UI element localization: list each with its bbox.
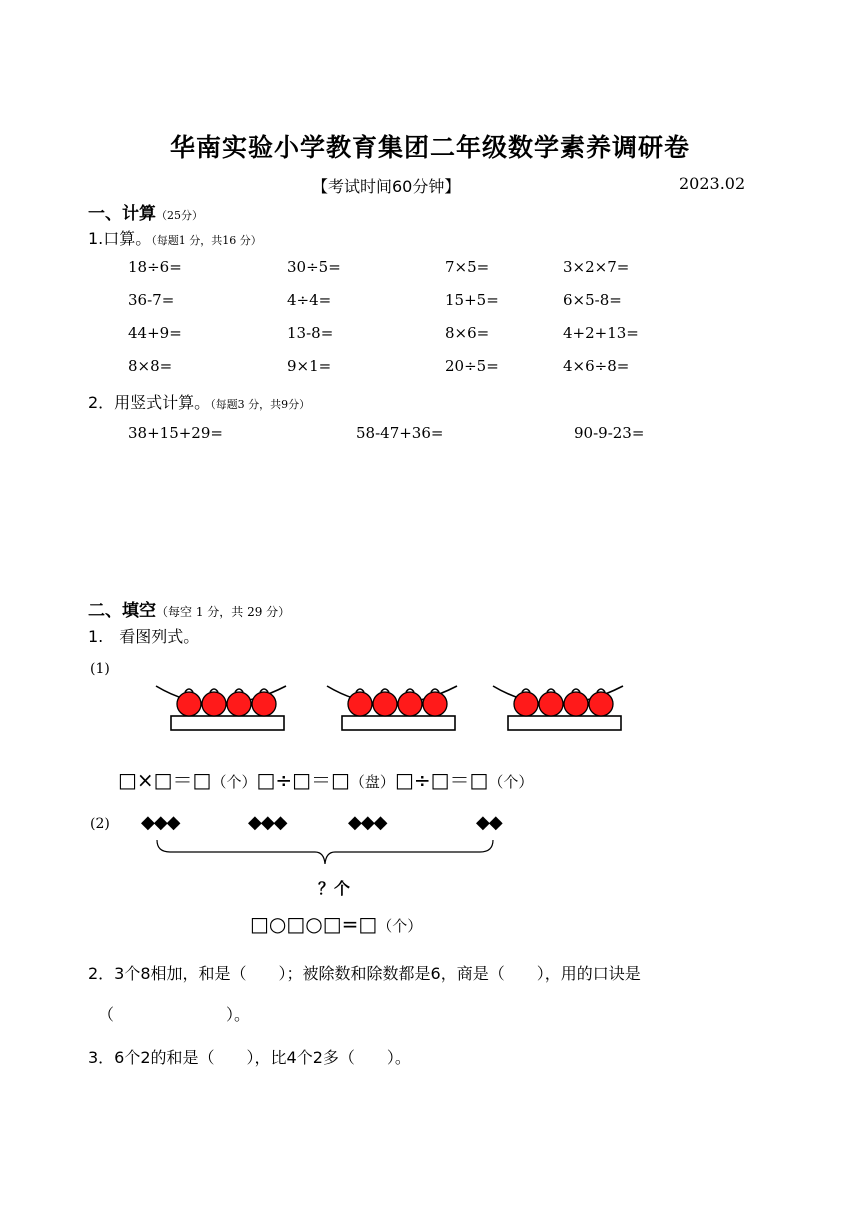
unit-label: （个） <box>211 773 257 791</box>
oral-item: 8×6= <box>445 324 490 342</box>
section-1-heading <box>88 199 203 224</box>
division-equation-blanks[interactable]: □÷□＝□ <box>394 768 489 792</box>
page-title: 华南实验小学教育集团二年级数学素养调研卷 <box>169 133 690 162</box>
part-1-equations <box>118 764 533 793</box>
exam-time: 【考试时间60分钟】 <box>312 177 461 196</box>
unit-label: （个） <box>377 917 423 935</box>
fill-q2-line2: （ ）。 <box>98 1005 251 1024</box>
q1-note: （每题1 分，共16 分） <box>151 234 262 247</box>
vertical-calc-item: 90-9-23= <box>574 424 645 442</box>
apple-plates-figure <box>150 676 630 736</box>
section-1-points: （25分） <box>156 209 203 222</box>
unit-label: （个） <box>488 773 534 791</box>
oral-item: 20÷5= <box>445 357 499 375</box>
multiplication-equation-blanks[interactable]: □×□＝□ <box>118 768 212 792</box>
diamond-group: ◆◆◆ <box>248 812 287 833</box>
q2-note: （每题3 分，共9分） <box>210 398 311 411</box>
oral-item: 6×5-8= <box>563 291 622 309</box>
oral-item: 8×8= <box>128 357 173 375</box>
exam-date: 2023.02 <box>679 174 746 193</box>
q1-label: 1.口算。 <box>88 229 152 248</box>
vertical-calc-item: 58-47+36= <box>356 424 444 442</box>
diamond-group: ◆◆ <box>476 812 502 833</box>
vertical-calc-item: 38+15+29= <box>128 424 223 442</box>
unit-label: （盘） <box>349 773 395 791</box>
q1-oral-heading <box>88 226 262 249</box>
curly-brace <box>150 838 500 872</box>
diamond-group: ◆◆◆ <box>141 812 180 833</box>
apple-plate <box>156 686 286 730</box>
oral-item: 44+9= <box>128 324 182 342</box>
fill-q3: 3．6个2的和是（ ），比4个2多（ ）。 <box>88 1048 411 1067</box>
question-how-many: ？个 <box>318 879 351 898</box>
apple-plate <box>493 686 623 730</box>
diamond-group: ◆◆◆ <box>348 812 387 833</box>
q2-label: 2．用竖式计算。 <box>88 393 211 412</box>
apple-plate <box>327 686 457 730</box>
fill-q1-label: 1. 看图列式。 <box>88 627 200 646</box>
oral-item: 13-8= <box>287 324 334 342</box>
oral-item: 36-7= <box>128 291 175 309</box>
operation-equation-blanks[interactable]: □○□○□=□ <box>250 912 378 936</box>
part-2-label: (2) <box>90 816 110 832</box>
q2-vertical-heading <box>88 390 310 413</box>
division-equation-blanks[interactable]: □÷□＝□ <box>256 768 350 792</box>
oral-item: 4+2+13= <box>563 324 639 342</box>
oral-item: 4×6÷8= <box>563 357 630 375</box>
oral-item: 9×1= <box>287 357 332 375</box>
section-1-title: 一、计算 <box>88 204 156 224</box>
oral-item: 4÷4= <box>287 291 332 309</box>
oral-item: 18÷6= <box>128 258 182 276</box>
section-2-heading <box>88 596 290 621</box>
oral-item: 30÷5= <box>287 258 341 276</box>
oral-item: 15+5= <box>445 291 499 309</box>
oral-item: 7×5= <box>445 258 490 276</box>
part-2-equation <box>250 912 422 936</box>
section-2-points: （每空 1 分，共 29 分） <box>156 605 291 619</box>
fill-q2-line1: 2．3个8相加，和是（ ）；被除数和除数都是6，商是（ ），用的口诀是 <box>88 964 641 983</box>
oral-item: 3×2×7= <box>563 258 630 276</box>
section-2-title: 二、填空 <box>88 601 156 621</box>
part-1-label: (1) <box>90 661 110 677</box>
